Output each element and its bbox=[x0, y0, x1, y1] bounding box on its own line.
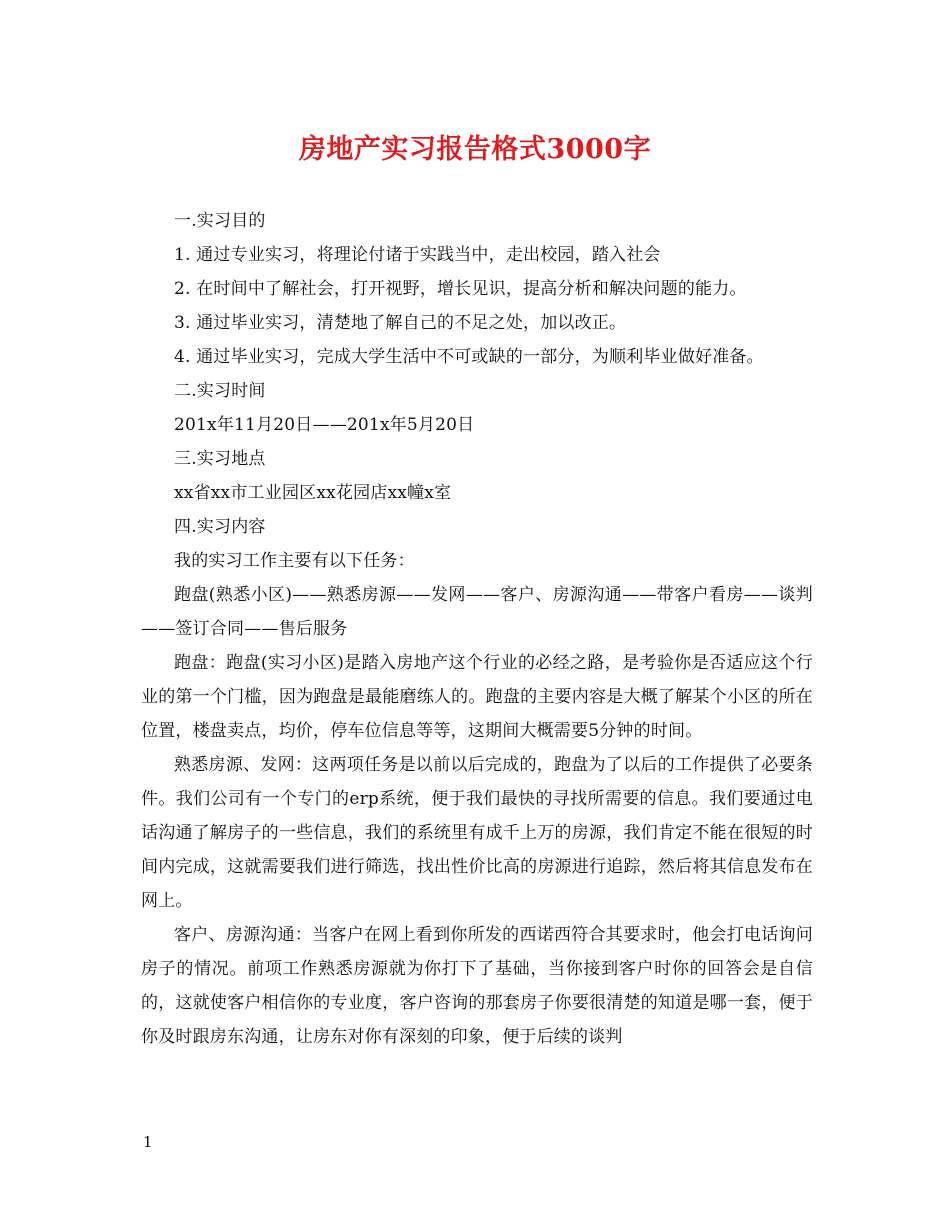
tasks-intro: 我的实习工作主要有以下任务： bbox=[174, 551, 415, 571]
document-body bbox=[141, 204, 813, 1054]
purpose-item-1: 1. 通过专业实习，将理论付诸于实践当中，走出校园，踏入社会 bbox=[174, 245, 661, 265]
heading-location: 三.实习地点 bbox=[174, 449, 266, 469]
tasks-flow: 跑盘(熟悉小区)——熟悉房源——发网——客户、房源沟通——带客户看房——谈判——签订合同——售后服务 bbox=[141, 585, 813, 639]
purpose-item-3: 3. 通过毕业实习，清楚地了解自己的不足之处，加以改正。 bbox=[174, 313, 627, 333]
paragraph-paopan: 跑盘：跑盘(实习小区)是踏入房地产这个行业的必经之路，是考验你是否适应这个行业的第一个门槛，因为跑盘是最能磨练人的。跑盘的主要内容是大概了解某个小区的所在位置，楼盘卖点，均价，停车位信息等等，这期间大概需要5分钟的时间。 bbox=[141, 653, 813, 741]
internship-location: xx省xx市工业园区xx花园店xx幢x室 bbox=[174, 483, 452, 503]
document-title: 房地产实习报告格式3000字 bbox=[298, 134, 652, 165]
paragraph-listing: 熟悉房源、发网：这两项任务是以前以后完成的，跑盘为了以后的工作提供了必要条件。我们公司有一个专门的erp系统，便于我们最快的寻找所需要的信息。我们要通过电话沟通了解房子的一些信息，我们的系统里有成千上万的房源，我们肯定不能在很短的时间内完成，这就需要我们进行筛选，找出性价比高的房源进行追踪，然后将其信息发布在网上。 bbox=[141, 755, 813, 911]
purpose-item-4: 4. 通过毕业实习，完成大学生活中不可或缺的一部分，为顺利毕业做好准备。 bbox=[174, 347, 764, 367]
heading-content: 四.实习内容 bbox=[174, 517, 266, 537]
paragraph-communication: 客户、房源沟通：当客户在网上看到你所发的西诺西符合其要求时，他会打电话询问房子的情况。前项工作熟悉房源就为你打下了基础，当你接到客户时你的回答会是自信的，这就使客户相信你的专业度，客户咨询的那套房子你要很清楚的知道是哪一套，便于你及时跟房东沟通，让房东对你有深刻的印象，便于后续的谈判 bbox=[141, 925, 813, 1047]
heading-purpose: 一.实习目的 bbox=[174, 211, 266, 231]
heading-time: 二.实习时间 bbox=[174, 381, 266, 401]
purpose-item-2: 2. 在时间中了解社会，打开视野，增长见识，提高分析和解决问题的能力。 bbox=[174, 279, 747, 299]
page-number: 1 bbox=[143, 1133, 153, 1151]
internship-time: 201x年11月20日——201x年5月20日 bbox=[174, 415, 475, 435]
